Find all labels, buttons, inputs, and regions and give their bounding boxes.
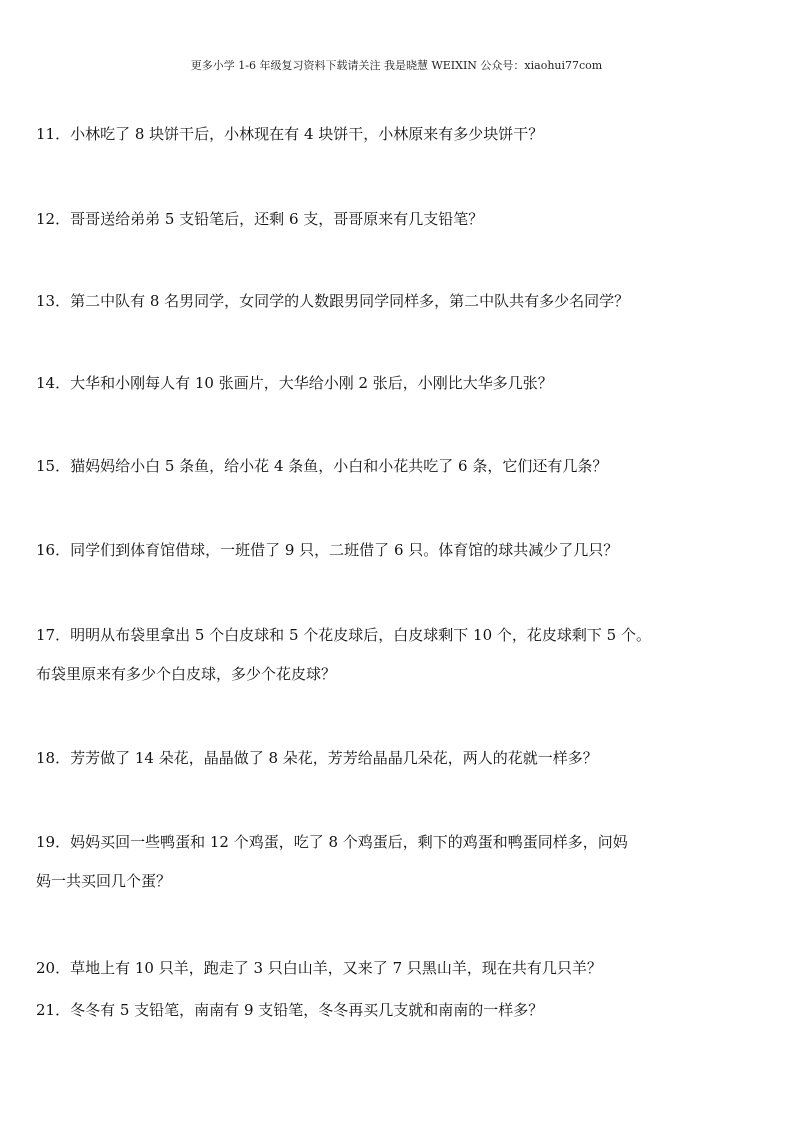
question-18 bbox=[36, 748, 762, 768]
question-text: 冬冬有 5 支铅笔，南南有 9 支铅笔，冬冬再买几支就和南南的一样多？ bbox=[70, 1001, 544, 1019]
question-number: 12． bbox=[36, 210, 71, 228]
question-number: 18． bbox=[36, 749, 71, 767]
question-20 bbox=[36, 958, 762, 978]
question-line bbox=[36, 748, 762, 768]
question-15 bbox=[36, 456, 762, 476]
question-number: 20． bbox=[36, 959, 71, 977]
question-line bbox=[36, 209, 762, 229]
question-text: 妈妈买回一些鸭蛋和 12 个鸡蛋，吃了 8 个鸡蛋后，剩下的鸡蛋和鸭蛋同样多，问妈 bbox=[70, 833, 628, 851]
question-line bbox=[36, 124, 762, 144]
question-line-continued: 妈一共买回几个蛋？ bbox=[36, 872, 172, 890]
question-number: 16． bbox=[36, 541, 71, 559]
question-16 bbox=[36, 540, 762, 560]
question-line-continued: 布袋里原来有多少个白皮球，多少个花皮球？ bbox=[36, 665, 337, 683]
question-text: 猫妈妈给小白 5 条鱼，给小花 4 条鱼，小白和小花共吃了 6 条，它们还有几条？ bbox=[70, 457, 608, 475]
question-text: 同学们到体育馆借球，一班借了 9 只，二班借了 6 只。体育馆的球共减少了几只？ bbox=[70, 541, 619, 559]
question-number: 13． bbox=[36, 292, 71, 310]
question-line bbox=[36, 1000, 762, 1020]
question-text: 第二中队有 8 名男同学，女同学的人数跟男同学同样多，第二中队共有多少名同学？ bbox=[70, 292, 630, 310]
question-11 bbox=[36, 124, 762, 144]
question-line bbox=[36, 373, 762, 393]
question-21 bbox=[36, 1000, 762, 1020]
question-text: 哥哥送给弟弟 5 支铅笔后，还剩 6 支，哥哥原来有几支铅笔？ bbox=[70, 210, 484, 228]
page-header: 更多小学 1-6 年级复习资料下载请关注 我是晓慧 WEIXIN 公众号：xiaohui77com bbox=[190, 59, 603, 72]
question-line bbox=[36, 625, 762, 645]
question-text: 小林吃了 8 块饼干后，小林现在有 4 块饼干，小林原来有多少块饼干？ bbox=[70, 125, 544, 143]
question-17 bbox=[36, 625, 762, 684]
question-line bbox=[36, 958, 762, 978]
question-line bbox=[36, 832, 762, 852]
question-number: 11． bbox=[36, 125, 71, 143]
question-13 bbox=[36, 291, 762, 311]
question-number: 21． bbox=[36, 1001, 71, 1019]
question-text: 大华和小刚每人有 10 张画片，大华给小刚 2 张后，小刚比大华多几张？ bbox=[70, 374, 553, 392]
question-line bbox=[36, 540, 762, 560]
question-text: 明明从布袋里拿出 5 个白皮球和 5 个花皮球后，白皮球剩下 10 个，花皮球剩下 5 个。 bbox=[70, 626, 651, 644]
question-number: 15． bbox=[36, 457, 71, 475]
question-number: 19． bbox=[36, 833, 71, 851]
question-line bbox=[36, 291, 762, 311]
question-text: 草地上有 10 只羊，跑走了 3 只白山羊，又来了 7 只黑山羊，现在共有几只羊？ bbox=[70, 959, 602, 977]
question-19 bbox=[36, 832, 762, 891]
question-text: 芳芳做了 14 朵花，晶晶做了 8 朵花，芳芳给晶晶几朵花，两人的花就一样多？ bbox=[70, 749, 598, 767]
question-number: 14． bbox=[36, 374, 71, 392]
question-line bbox=[36, 456, 762, 476]
question-14 bbox=[36, 373, 762, 393]
question-12 bbox=[36, 209, 762, 229]
question-number: 17． bbox=[36, 626, 71, 644]
